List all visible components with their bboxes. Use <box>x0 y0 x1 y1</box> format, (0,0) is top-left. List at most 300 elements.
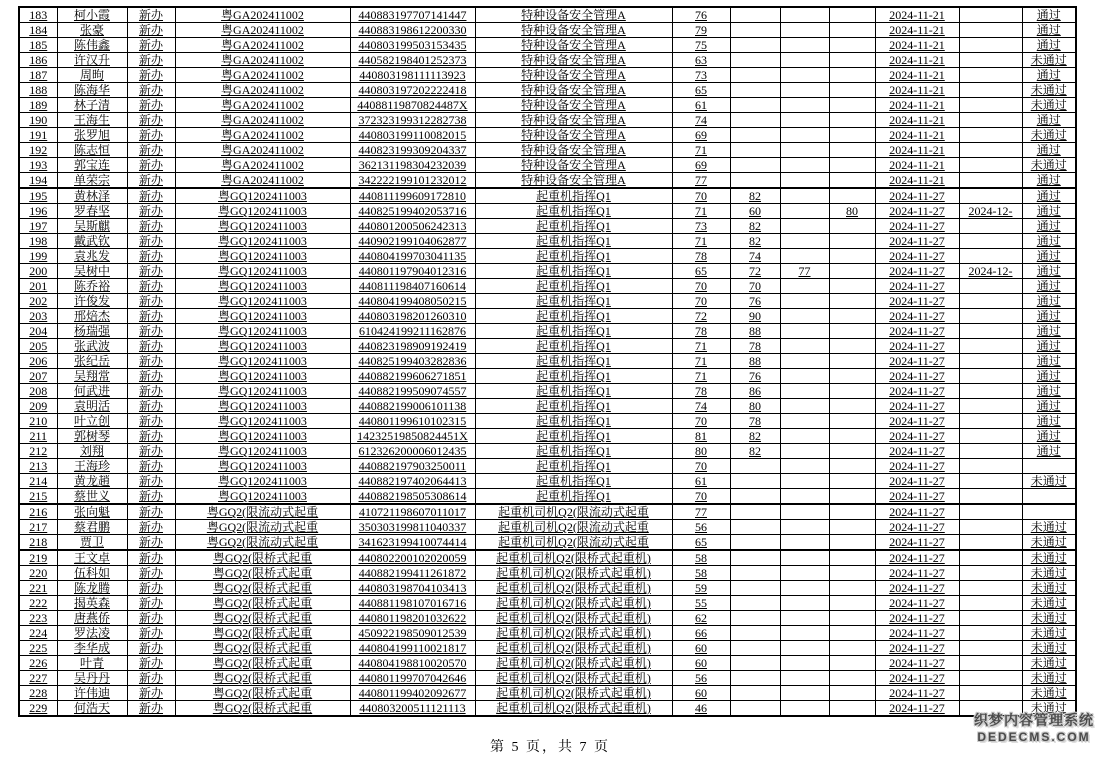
exam-date-2-cell <box>959 656 1022 671</box>
exam-date-2-cell <box>959 219 1022 234</box>
score-2-cell <box>730 686 780 701</box>
exam-date-1-cell: 2024-11-27 <box>875 626 959 641</box>
score-3-cell <box>780 566 829 581</box>
result-cell: 通过 <box>1022 234 1076 249</box>
exam-subject-cell: 起重机司机Q2(限桥式起重机) <box>475 611 672 626</box>
exam-subject-cell: 起重机司机Q2(限桥式起重机) <box>475 641 672 656</box>
row-number-cell: 211 <box>19 429 57 444</box>
row-number-cell: 185 <box>19 38 57 53</box>
id-number-cell: 440883198612200330 <box>350 23 475 38</box>
exam-date-1-cell: 2024-11-27 <box>875 671 959 686</box>
exam-date-1-cell: 2024-11-21 <box>875 158 959 173</box>
license-code-cell: 粤GA202411002 <box>175 113 350 128</box>
name-cell: 罗法凌 <box>57 626 127 641</box>
license-code-cell: 粤GQ1202411003 <box>175 339 350 354</box>
exam-date-2-cell <box>959 68 1022 83</box>
name-cell: 柯小霞 <box>57 7 127 23</box>
table-row <box>19 641 1076 656</box>
score-3-cell <box>780 399 829 414</box>
apply-type-cell: 新办 <box>127 204 175 219</box>
name-cell: 叶立创 <box>57 414 127 429</box>
license-code-cell: 粤GQ1202411003 <box>175 249 350 264</box>
id-number-cell: 440803200511121113 <box>350 701 475 717</box>
exam-date-2-cell <box>959 53 1022 68</box>
exam-subject-cell: 起重机指挥Q1 <box>475 354 672 369</box>
score-2-cell: 78 <box>730 414 780 429</box>
apply-type-cell: 新办 <box>127 596 175 611</box>
exam-date-1-cell: 2024-11-21 <box>875 68 959 83</box>
score-3-cell <box>780 38 829 53</box>
exam-date-1-cell: 2024-11-27 <box>875 550 959 566</box>
apply-type-cell: 新办 <box>127 444 175 459</box>
score-3-cell <box>780 444 829 459</box>
result-cell: 未通过 <box>1022 671 1076 686</box>
results-sheet <box>18 6 1077 717</box>
apply-type-cell: 新办 <box>127 686 175 701</box>
table-row <box>19 98 1076 113</box>
name-cell: 叶青 <box>57 656 127 671</box>
name-cell: 吴树中 <box>57 264 127 279</box>
exam-subject-cell: 起重机指挥Q1 <box>475 234 672 249</box>
name-cell: 林子清 <box>57 98 127 113</box>
score-4-cell <box>829 429 875 444</box>
exam-subject-cell: 起重机指挥Q1 <box>475 399 672 414</box>
exam-subject-cell: 起重机指挥Q1 <box>475 489 672 505</box>
score-3-cell <box>780 309 829 324</box>
exam-date-2-cell <box>959 429 1022 444</box>
score-2-cell <box>730 671 780 686</box>
row-number-cell: 205 <box>19 339 57 354</box>
score-4-cell <box>829 550 875 566</box>
score-3-cell <box>780 474 829 489</box>
score-2-cell: 82 <box>730 429 780 444</box>
id-number-cell: 612326200006012435 <box>350 444 475 459</box>
score-1-cell: 71 <box>672 339 730 354</box>
row-number-cell: 209 <box>19 399 57 414</box>
apply-type-cell: 新办 <box>127 354 175 369</box>
score-1-cell: 72 <box>672 309 730 324</box>
apply-type-cell: 新办 <box>127 459 175 474</box>
score-2-cell: 70 <box>730 279 780 294</box>
row-number-cell: 207 <box>19 369 57 384</box>
exam-date-2-cell: 2024-12- <box>959 264 1022 279</box>
row-number-cell: 226 <box>19 656 57 671</box>
license-code-cell: 粤GQ1202411003 <box>175 429 350 444</box>
table-row <box>19 444 1076 459</box>
row-number-cell: 204 <box>19 324 57 339</box>
score-3-cell <box>780 7 829 23</box>
table-row <box>19 188 1076 204</box>
result-cell: 通过 <box>1022 113 1076 128</box>
license-code-cell: 粤GQ2(限桥式起重 <box>175 581 350 596</box>
score-4-cell <box>829 504 875 520</box>
license-code-cell: 粤GQ1202411003 <box>175 234 350 249</box>
exam-date-2-cell <box>959 596 1022 611</box>
exam-subject-cell: 起重机指挥Q1 <box>475 369 672 384</box>
exam-date-1-cell: 2024-11-21 <box>875 23 959 38</box>
exam-date-1-cell: 2024-11-27 <box>875 339 959 354</box>
score-3-cell <box>780 504 829 520</box>
exam-subject-cell: 起重机指挥Q1 <box>475 414 672 429</box>
license-code-cell: 粤GQ1202411003 <box>175 399 350 414</box>
license-code-cell: 粤GQ1202411003 <box>175 309 350 324</box>
name-cell: 陈志恒 <box>57 143 127 158</box>
exam-date-2-cell <box>959 520 1022 535</box>
row-number-cell: 217 <box>19 520 57 535</box>
table-row <box>19 113 1076 128</box>
exam-date-1-cell: 2024-11-21 <box>875 113 959 128</box>
result-cell: 未通过 <box>1022 158 1076 173</box>
result-cell: 通过 <box>1022 173 1076 189</box>
score-2-cell <box>730 656 780 671</box>
apply-type-cell: 新办 <box>127 309 175 324</box>
score-3-cell <box>780 219 829 234</box>
row-number-cell: 220 <box>19 566 57 581</box>
row-number-cell: 199 <box>19 249 57 264</box>
exam-date-2-cell <box>959 234 1022 249</box>
apply-type-cell: 新办 <box>127 219 175 234</box>
license-code-cell: 粤GA202411002 <box>175 143 350 158</box>
score-3-cell <box>780 429 829 444</box>
score-2-cell: 82 <box>730 444 780 459</box>
score-1-cell: 58 <box>672 566 730 581</box>
license-code-cell: 粤GQ2(限桥式起重 <box>175 686 350 701</box>
score-4-cell <box>829 264 875 279</box>
score-3-cell <box>780 294 829 309</box>
result-cell: 未通过 <box>1022 581 1076 596</box>
score-2-cell <box>730 38 780 53</box>
exam-date-1-cell: 2024-11-27 <box>875 474 959 489</box>
exam-date-2-cell <box>959 309 1022 324</box>
exam-subject-cell: 特种设备安全管理A <box>475 143 672 158</box>
id-number-cell: 440803197202222418 <box>350 83 475 98</box>
exam-date-1-cell: 2024-11-27 <box>875 611 959 626</box>
score-2-cell <box>730 158 780 173</box>
table-row <box>19 535 1076 551</box>
id-number-cell: 440804199703041135 <box>350 249 475 264</box>
score-2-cell <box>730 596 780 611</box>
result-cell: 未通过 <box>1022 641 1076 656</box>
license-code-cell: 粤GQ1202411003 <box>175 474 350 489</box>
id-number-cell: 440882199509074557 <box>350 384 475 399</box>
exam-subject-cell: 特种设备安全管理A <box>475 68 672 83</box>
name-cell: 伍科如 <box>57 566 127 581</box>
license-code-cell: 粤GQ1202411003 <box>175 324 350 339</box>
score-1-cell: 71 <box>672 143 730 158</box>
score-2-cell <box>730 143 780 158</box>
score-3-cell <box>780 279 829 294</box>
score-2-cell <box>730 566 780 581</box>
exam-subject-cell: 起重机司机Q2(限桥式起重机) <box>475 581 672 596</box>
exam-subject-cell: 起重机司机Q2(限流动式起重 <box>475 535 672 551</box>
score-4-cell <box>829 143 875 158</box>
score-2-cell <box>730 550 780 566</box>
apply-type-cell: 新办 <box>127 671 175 686</box>
table-row <box>19 414 1076 429</box>
name-cell: 张豪 <box>57 23 127 38</box>
score-4-cell <box>829 535 875 551</box>
license-code-cell: 粤GQ1202411003 <box>175 204 350 219</box>
score-3-cell <box>780 369 829 384</box>
exam-date-1-cell: 2024-11-27 <box>875 641 959 656</box>
name-cell: 陈海华 <box>57 83 127 98</box>
score-2-cell <box>730 611 780 626</box>
exam-date-2-cell <box>959 83 1022 98</box>
license-code-cell: 粤GQ2(限桥式起重 <box>175 550 350 566</box>
table-row <box>19 264 1076 279</box>
result-cell: 未通过 <box>1022 656 1076 671</box>
score-2-cell <box>730 489 780 505</box>
id-number-cell: 362131198304232039 <box>350 158 475 173</box>
table-row <box>19 384 1076 399</box>
name-cell: 袁兆发 <box>57 249 127 264</box>
apply-type-cell: 新办 <box>127 611 175 626</box>
score-3-cell <box>780 53 829 68</box>
apply-type-cell: 新办 <box>127 264 175 279</box>
exam-date-2-cell <box>959 550 1022 566</box>
id-number-cell: 440803198704103413 <box>350 581 475 596</box>
score-1-cell: 78 <box>672 384 730 399</box>
license-code-cell: 粤GA202411002 <box>175 173 350 189</box>
exam-date-1-cell: 2024-11-27 <box>875 414 959 429</box>
score-4-cell <box>829 656 875 671</box>
row-number-cell: 184 <box>19 23 57 38</box>
score-3-cell <box>780 701 829 717</box>
score-2-cell <box>730 23 780 38</box>
score-3-cell <box>780 354 829 369</box>
score-1-cell: 65 <box>672 535 730 551</box>
license-code-cell: 粤GQ1202411003 <box>175 414 350 429</box>
score-4-cell <box>829 68 875 83</box>
score-4-cell <box>829 324 875 339</box>
score-2-cell: 78 <box>730 339 780 354</box>
exam-date-2-cell <box>959 38 1022 53</box>
table-row <box>19 53 1076 68</box>
score-4-cell <box>829 188 875 204</box>
dedecms-watermark <box>974 712 1094 745</box>
result-cell: 通过 <box>1022 294 1076 309</box>
row-number-cell: 196 <box>19 204 57 219</box>
exam-subject-cell: 起重机指挥Q1 <box>475 429 672 444</box>
table-row <box>19 459 1076 474</box>
name-cell: 张武波 <box>57 339 127 354</box>
id-number-cell: 440801198201032622 <box>350 611 475 626</box>
score-1-cell: 60 <box>672 641 730 656</box>
score-3-cell <box>780 384 829 399</box>
name-cell: 罗春坚 <box>57 204 127 219</box>
table-row <box>19 7 1076 23</box>
exam-subject-cell: 起重机指挥Q1 <box>475 444 672 459</box>
exam-date-1-cell: 2024-11-27 <box>875 581 959 596</box>
exam-date-1-cell: 2024-11-21 <box>875 98 959 113</box>
result-cell <box>1022 459 1076 474</box>
result-cell: 通过 <box>1022 204 1076 219</box>
score-1-cell: 61 <box>672 98 730 113</box>
apply-type-cell: 新办 <box>127 38 175 53</box>
license-code-cell: 粤GQ1202411003 <box>175 294 350 309</box>
apply-type-cell: 新办 <box>127 339 175 354</box>
score-2-cell <box>730 98 780 113</box>
apply-type-cell: 新办 <box>127 234 175 249</box>
score-3-cell <box>780 611 829 626</box>
result-cell: 未通过 <box>1022 98 1076 113</box>
exam-date-1-cell: 2024-11-27 <box>875 504 959 520</box>
row-number-cell: 203 <box>19 309 57 324</box>
score-1-cell: 56 <box>672 671 730 686</box>
result-cell: 未通过 <box>1022 686 1076 701</box>
score-1-cell: 62 <box>672 611 730 626</box>
score-3-cell <box>780 234 829 249</box>
score-2-cell: 60 <box>730 204 780 219</box>
name-cell: 许伟迪 <box>57 686 127 701</box>
exam-date-2-cell <box>959 686 1022 701</box>
exam-date-1-cell: 2024-11-21 <box>875 53 959 68</box>
license-code-cell: 粤GQ1202411003 <box>175 188 350 204</box>
result-cell: 通过 <box>1022 219 1076 234</box>
score-3-cell <box>780 249 829 264</box>
score-4-cell <box>829 369 875 384</box>
apply-type-cell: 新办 <box>127 128 175 143</box>
exam-date-2-cell <box>959 369 1022 384</box>
score-3-cell <box>780 83 829 98</box>
name-cell: 黄林泽 <box>57 188 127 204</box>
apply-type-cell: 新办 <box>127 7 175 23</box>
exam-date-1-cell: 2024-11-27 <box>875 264 959 279</box>
score-1-cell: 78 <box>672 249 730 264</box>
table-row <box>19 520 1076 535</box>
license-code-cell: 粤GA202411002 <box>175 38 350 53</box>
exam-subject-cell: 特种设备安全管理A <box>475 7 672 23</box>
score-2-cell: 86 <box>730 384 780 399</box>
apply-type-cell: 新办 <box>127 294 175 309</box>
apply-type-cell: 新办 <box>127 701 175 717</box>
exam-subject-cell: 起重机指挥Q1 <box>475 324 672 339</box>
exam-subject-cell: 起重机司机Q2(限桥式起重机) <box>475 596 672 611</box>
score-4-cell <box>829 339 875 354</box>
score-1-cell: 73 <box>672 68 730 83</box>
table-row <box>19 158 1076 173</box>
row-number-cell: 197 <box>19 219 57 234</box>
score-1-cell: 70 <box>672 294 730 309</box>
score-4-cell <box>829 128 875 143</box>
id-number-cell: 440823199309204337 <box>350 143 475 158</box>
table-row <box>19 249 1076 264</box>
score-3-cell <box>780 535 829 551</box>
score-1-cell: 70 <box>672 279 730 294</box>
result-cell <box>1022 489 1076 505</box>
name-cell: 李华成 <box>57 641 127 656</box>
name-cell: 揭英森 <box>57 596 127 611</box>
score-1-cell: 70 <box>672 459 730 474</box>
score-1-cell: 71 <box>672 234 730 249</box>
score-4-cell <box>829 113 875 128</box>
score-2-cell <box>730 701 780 717</box>
row-number-cell: 189 <box>19 98 57 113</box>
exam-date-2-cell <box>959 354 1022 369</box>
id-number-cell: 610424199211162876 <box>350 324 475 339</box>
name-cell: 吴丹丹 <box>57 671 127 686</box>
exam-date-2-cell <box>959 414 1022 429</box>
exam-date-1-cell: 2024-11-27 <box>875 520 959 535</box>
license-code-cell: 粤GA202411002 <box>175 23 350 38</box>
score-2-cell <box>730 68 780 83</box>
exam-subject-cell: 起重机指挥Q1 <box>475 219 672 234</box>
name-cell: 王文卓 <box>57 550 127 566</box>
score-2-cell: 80 <box>730 399 780 414</box>
exam-date-2-cell <box>959 143 1022 158</box>
score-2-cell: 82 <box>730 188 780 204</box>
row-number-cell: 206 <box>19 354 57 369</box>
apply-type-cell: 新办 <box>127 504 175 520</box>
table-row <box>19 173 1076 189</box>
result-cell <box>1022 504 1076 520</box>
exam-date-2-cell <box>959 23 1022 38</box>
name-cell: 黄龙趙 <box>57 474 127 489</box>
score-4-cell <box>829 38 875 53</box>
id-number-cell: 440582198401252373 <box>350 53 475 68</box>
apply-type-cell: 新办 <box>127 143 175 158</box>
exam-date-1-cell: 2024-11-21 <box>875 173 959 189</box>
result-cell: 通过 <box>1022 264 1076 279</box>
score-1-cell: 65 <box>672 83 730 98</box>
name-cell: 何浩天 <box>57 701 127 717</box>
id-number-cell: 440882197402064413 <box>350 474 475 489</box>
apply-type-cell: 新办 <box>127 581 175 596</box>
table-row <box>19 23 1076 38</box>
id-number-cell: 440803199110082015 <box>350 128 475 143</box>
id-number-cell: 440825199402053716 <box>350 204 475 219</box>
apply-type-cell: 新办 <box>127 429 175 444</box>
row-number-cell: 229 <box>19 701 57 717</box>
score-1-cell: 74 <box>672 399 730 414</box>
table-row <box>19 143 1076 158</box>
exam-subject-cell: 起重机司机Q2(限桥式起重机) <box>475 550 672 566</box>
exam-date-1-cell: 2024-11-27 <box>875 234 959 249</box>
score-4-cell <box>829 98 875 113</box>
result-cell: 未通过 <box>1022 535 1076 551</box>
apply-type-cell: 新办 <box>127 474 175 489</box>
score-1-cell: 78 <box>672 324 730 339</box>
license-code-cell: 粤GQ2(限桥式起重 <box>175 626 350 641</box>
score-4-cell <box>829 459 875 474</box>
exam-date-2-cell <box>959 7 1022 23</box>
watermark-chinese-text: 织梦内容管理系统 <box>974 712 1094 728</box>
score-2-cell <box>730 173 780 189</box>
id-number-cell: 440804199408050215 <box>350 294 475 309</box>
exam-date-1-cell: 2024-11-27 <box>875 686 959 701</box>
score-2-cell: 72 <box>730 264 780 279</box>
table-row <box>19 701 1076 717</box>
table-row <box>19 686 1076 701</box>
score-4-cell <box>829 414 875 429</box>
exam-date-1-cell: 2024-11-27 <box>875 309 959 324</box>
apply-type-cell: 新办 <box>127 113 175 128</box>
license-code-cell: 粤GA202411002 <box>175 7 350 23</box>
score-3-cell <box>780 173 829 189</box>
score-4-cell <box>829 701 875 717</box>
table-row <box>19 611 1076 626</box>
result-cell: 未通过 <box>1022 596 1076 611</box>
row-number-cell: 194 <box>19 173 57 189</box>
apply-type-cell: 新办 <box>127 535 175 551</box>
score-2-cell: 76 <box>730 294 780 309</box>
license-code-cell: 粤GQ1202411003 <box>175 459 350 474</box>
exam-date-1-cell: 2024-11-27 <box>875 535 959 551</box>
score-3-cell <box>780 686 829 701</box>
exam-date-2-cell <box>959 641 1022 656</box>
result-cell: 未通过 <box>1022 550 1076 566</box>
row-number-cell: 216 <box>19 504 57 520</box>
